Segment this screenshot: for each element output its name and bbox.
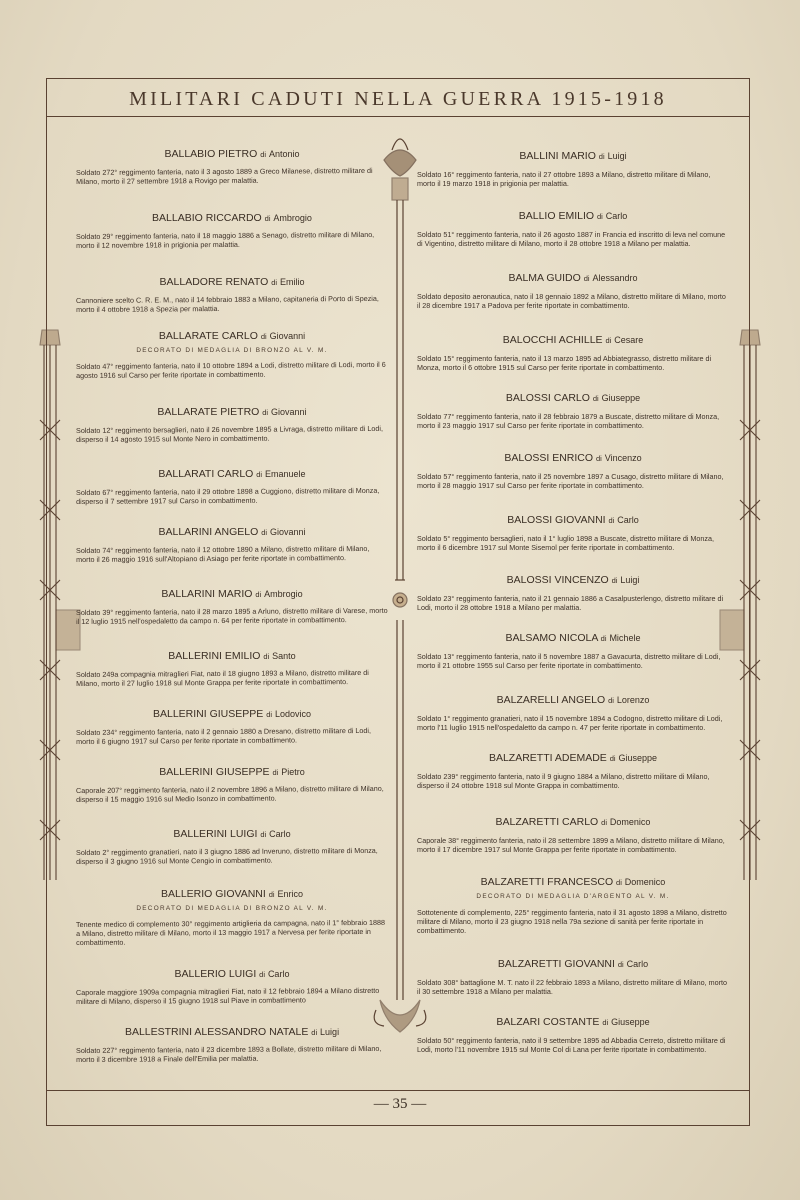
entry-name bbox=[417, 752, 729, 764]
entry-father: Luigi bbox=[320, 1027, 340, 1037]
entry-name bbox=[76, 828, 388, 840]
entry bbox=[417, 574, 729, 612]
entry bbox=[76, 330, 388, 380]
footer-rule bbox=[46, 1090, 750, 1091]
entry-surname: BALLERINI LUIGI bbox=[173, 828, 258, 840]
entry-di: di bbox=[602, 1018, 609, 1027]
entry-surname: BALOSSI GIOVANNI bbox=[507, 514, 606, 526]
entry-di: di bbox=[256, 470, 263, 479]
entry-text: Soldato 67° reggimento fanteria, nato il 29 ottobre 1898 a Cuggiono, distretto militare di Monza, disperso il 7 settembre 1917 sul Carso in combattimento. bbox=[76, 485, 380, 507]
entry-di: di bbox=[260, 150, 267, 159]
left-column bbox=[76, 130, 388, 1080]
entry-di: di bbox=[272, 768, 279, 777]
entry bbox=[417, 752, 729, 790]
entry-name bbox=[76, 212, 388, 224]
entry-name bbox=[76, 330, 388, 342]
entry-text: Soldato 15° reggimento fanteria, nato il 13 marzo 1895 ad Abbiategrasso, distretto militare di Monza, morto il 6 ottobre 1915 sul Carso per ferite riportate in combattimento. bbox=[417, 354, 712, 373]
entry-name bbox=[417, 514, 729, 526]
entry-text: Soldato 272° reggimento fanteria, nato il 3 agosto 1889 a Greco Milanese, distretto militare di Milano, morto il 27 settembre 1918 a Rovigo per malattia. bbox=[76, 165, 373, 187]
entry-di: di bbox=[598, 152, 605, 161]
entry-surname: BALLERIO LUIGI bbox=[174, 968, 257, 980]
entry-father: Carlo bbox=[267, 969, 290, 979]
entry-di: di bbox=[595, 454, 602, 463]
entry-name bbox=[417, 392, 729, 404]
entry-father: Pietro bbox=[281, 767, 305, 777]
entry-name bbox=[417, 272, 729, 284]
entry bbox=[417, 1016, 729, 1054]
entry bbox=[76, 708, 388, 746]
entry bbox=[417, 632, 729, 670]
entry-text: Sottotenente di complemento, 225° reggimento fanteria, nato il 31 agosto 1898 a Milano, distretto militare di Milano, morto il 23 giugno 1918 nella 79a sezione di sanità per ferite riportate in combattimento. bbox=[417, 908, 727, 936]
entry-father: Emilio bbox=[279, 277, 305, 287]
entry-name bbox=[76, 526, 388, 538]
entry-surname: BALLARINI ANGELO bbox=[158, 526, 259, 538]
entry-father: Luigi bbox=[607, 151, 627, 161]
entry-text: Soldato 239° reggimento fanteria, nato il 9 giugno 1884 a Milano, distretto militare di Milano, disperso il 24 ottobre 1918 sul Monte Grappa in combattimento. bbox=[417, 772, 710, 791]
entry-father: Domenico bbox=[609, 817, 651, 827]
page-number: — 35 — bbox=[373, 1096, 427, 1112]
entry-father: Domenico bbox=[624, 877, 666, 887]
entry-di: di bbox=[260, 332, 267, 341]
entry-father: Ambrogio bbox=[264, 589, 303, 599]
entry-text: Soldato 12° reggimento bersaglieri, nato il 26 novembre 1895 a Livraga, distretto militare di Lodi, disperso il 14 agosto 1915 sul Monte Nero in combattimento. bbox=[76, 423, 383, 445]
entry-name bbox=[76, 888, 388, 900]
entry-text: Soldato 13° reggimento fanteria, nato il 5 novembre 1887 a Gavacurta, distretto militare di Lodi, morto il 21 ottobre 1955 sul Carso per ferite riportate in combattimento. bbox=[417, 652, 721, 671]
entry-name bbox=[76, 650, 388, 662]
entry-father: Emanuele bbox=[265, 469, 306, 479]
entry bbox=[76, 468, 388, 506]
entry-surname: BALLARATE PIETRO bbox=[157, 406, 260, 418]
entry-di: di bbox=[261, 528, 268, 537]
entry-surname: BALLARATE CARLO bbox=[158, 330, 258, 342]
entry-di: di bbox=[311, 1028, 318, 1037]
entry-father: Enrico bbox=[277, 889, 304, 899]
entry bbox=[417, 514, 729, 552]
entry-surname: BALLERINI GIUSEPPE bbox=[159, 766, 270, 778]
entry-father: Carlo bbox=[269, 829, 291, 839]
entry-text: Soldato 29° reggimento fanteria, nato il 18 maggio 1886 a Senago, distretto militare di Milano, morto il 12 novembre 1918 in prigionia per malattia. bbox=[76, 229, 375, 251]
entry-di: di bbox=[264, 214, 271, 223]
entry-father: Ambrogio bbox=[273, 213, 312, 223]
entry-text: Caporale maggiore 1909a compagnia mitraglieri Fiat, nato il 12 febbraio 1894 a Milano distretto militare di Milano, disperso il 15 giugno 1918 sul Piave in combattimento bbox=[76, 985, 380, 1007]
entry-text: Soldato 234° reggimento fanteria, nato il 2 gennaio 1880 a Dresano, distretto militare di Lodi, morto il 6 giugno 1917 sul Carso per ferite riportate in combattimento. bbox=[76, 725, 372, 747]
entry-surname: BALLESTRINI ALESSANDRO NATALE bbox=[124, 1026, 309, 1038]
entry-decoration: DECORATO DI MEDAGLIA DI BRONZO AL V. M. bbox=[136, 347, 328, 354]
entry-di: di bbox=[255, 590, 262, 599]
entry-surname: BALLABIO RICCARDO bbox=[152, 212, 262, 224]
entry-father: Vincenzo bbox=[604, 453, 642, 463]
entry-father: Giovanni bbox=[269, 527, 306, 537]
entry-text: Tenente medico di complemento 30° reggimento artiglieria da campagna, nato il 1° febbraio 1888 a Milano, distretto militare di Milano, morto il 13 maggio 1917 a Nervesa per ferite riportate in combattimento. bbox=[76, 917, 386, 948]
entry-name bbox=[417, 1016, 729, 1028]
entry-di: di bbox=[596, 212, 603, 221]
entry-di: di bbox=[266, 710, 273, 719]
entry-text: Soldato 5° reggimento bersaglieri, nato il 1° luglio 1898 a Buscate, distretto militare di Monza, morto il 6 dicembre 1917 sul Monte Sisemol per ferite riportate in combattimento. bbox=[417, 534, 715, 553]
entry-name bbox=[417, 816, 729, 828]
entry-father: Lodovico bbox=[274, 709, 311, 719]
entry-father: Antonio bbox=[268, 149, 300, 159]
entry-name bbox=[417, 452, 729, 464]
entry-di: di bbox=[260, 830, 267, 839]
entry-di: di bbox=[608, 516, 615, 525]
entry-surname: BALZARI COSTANTE bbox=[496, 1016, 600, 1028]
entry-father: Giovanni bbox=[269, 331, 306, 341]
entry-name bbox=[76, 588, 388, 600]
entry bbox=[76, 276, 388, 314]
entry-surname: BALLIO EMILIO bbox=[518, 210, 595, 222]
entry-surname: BALLARINI MARIO bbox=[161, 588, 253, 600]
entry bbox=[76, 406, 388, 444]
entry-text: Soldato 39° reggimento fanteria, nato il 28 marzo 1895 a Arluno, distretto militare di Varese, morto il 12 luglio 1915 nell'ospedaletto da campo n. 64 per ferite riportate in combattimento. bbox=[76, 605, 388, 627]
entry bbox=[417, 876, 729, 936]
entry-di: di bbox=[616, 878, 622, 887]
entry bbox=[76, 588, 388, 626]
entry bbox=[76, 1026, 388, 1064]
entry bbox=[417, 816, 729, 854]
entry-text: Caporale 38° reggimento fanteria, nato il 28 settembre 1899 a Milano, distretto militare di Milano, morto il 17 dicembre 1917 sul Monte Grappa per ferite riportate in combattimento. bbox=[417, 836, 725, 855]
entry-text: Caporale 207° reggimento fanteria, nato il 2 novembre 1896 a Milano, distretto militare di Milano, disperso il 15 maggio 1916 sul Medio Isonzo in combattimento. bbox=[76, 783, 384, 805]
entry-text: Soldato 74° reggimento fanteria, nato il 12 ottobre 1890 a Milano, distretto militare di Milano, morto il 26 maggio 1916 sull'Altopiano di Asiago per ferite riportate in combattimento. bbox=[76, 543, 370, 565]
entry-surname: BALOSSI ENRICO bbox=[504, 452, 594, 464]
entry-di: di bbox=[263, 652, 270, 661]
entry-text: Soldato 50° reggimento fanteria, nato il 9 settembre 1895 ad Abbadia Cerreto, distretto militare di Lodi, morto l'11 novembre 1915 sul Monte Col di Lana per ferite riportate in combattimento. bbox=[417, 1036, 726, 1055]
entry bbox=[417, 210, 729, 248]
entry-name bbox=[76, 406, 388, 418]
entry-text: Soldato 227° reggimento fanteria, nato il 23 dicembre 1893 a Bollate, distretto militare di Milano, morto il 3 dicembre 1918 a Finale dell'Emilia per malattia. bbox=[76, 1043, 382, 1065]
entry bbox=[76, 888, 388, 948]
entry-text: Soldato 77° reggimento fanteria, nato il 28 febbraio 1879 a Buscate, distretto militare di Monza, morto il 23 maggio 1917 sul Carso per ferite riportate in combattimento. bbox=[417, 412, 720, 431]
entry-di: di bbox=[268, 890, 275, 899]
entry-father: Michele bbox=[609, 633, 641, 643]
entry-name bbox=[76, 276, 388, 288]
entry-text: Soldato 47° reggimento fanteria, nato il 10 ottobre 1894 a Lodi, distretto militare di Lodi, morto il 6 agosto 1916 sul Carso per ferite riportate in combattimento. bbox=[76, 359, 386, 381]
entry-father: Santo bbox=[272, 651, 296, 661]
entry-father: Giuseppe bbox=[611, 1017, 650, 1027]
entry bbox=[76, 968, 388, 1006]
entry-surname: BALZARETTI ADEMADE bbox=[488, 752, 607, 764]
entry-name bbox=[417, 958, 729, 970]
entry bbox=[76, 526, 388, 564]
entry-di: di bbox=[271, 278, 278, 287]
entry-di: di bbox=[259, 970, 266, 979]
entry-name bbox=[417, 210, 729, 222]
entry-di: di bbox=[617, 960, 624, 969]
entry-father: Lorenzo bbox=[616, 695, 650, 705]
entry bbox=[76, 212, 388, 250]
entry-name bbox=[417, 694, 729, 706]
entry-father: Giuseppe bbox=[601, 393, 641, 403]
entry-name bbox=[76, 468, 388, 480]
entry-di: di bbox=[601, 818, 607, 827]
entry-surname: BALOSSI CARLO bbox=[505, 392, 590, 404]
entry bbox=[417, 334, 729, 372]
title-rule bbox=[46, 116, 750, 117]
entry-name bbox=[417, 632, 729, 644]
entry bbox=[417, 392, 729, 430]
entry-father: Luigi bbox=[620, 575, 640, 585]
entry-di: di bbox=[605, 336, 612, 345]
entry-di: di bbox=[611, 576, 618, 585]
entry-text: Soldato 249a compagnia mitraglieri Fiat, nato il 18 giugno 1893 a Milano, distretto militare di Milano, morto il 27 luglio 1918 sul Monte Grappa per ferite riportate in combattimento. bbox=[76, 667, 369, 689]
entry-name bbox=[76, 148, 388, 160]
entry-di: di bbox=[262, 408, 269, 417]
entry-father: Giuseppe bbox=[618, 753, 658, 763]
entry bbox=[76, 148, 388, 186]
entry-father: Carlo bbox=[617, 515, 639, 525]
entry-father: Alessandro bbox=[592, 273, 638, 283]
entry bbox=[417, 694, 729, 732]
entry-decoration: DECORATO DI MEDAGLIA DI BRONZO AL V. M. bbox=[136, 905, 328, 912]
entry-text: Soldato 1° reggimento granatieri, nato il 15 novembre 1894 a Codogno, distretto militare di Lodi, morto l'11 luglio 1915 nell'ospedaletto da campo n. 47 per ferite riportate in combattimento. bbox=[417, 714, 723, 733]
entry bbox=[417, 452, 729, 490]
entry-surname: BALOSSI VINCENZO bbox=[506, 574, 609, 586]
entry bbox=[417, 272, 729, 310]
entry-surname: BALLERIO GIOVANNI bbox=[160, 888, 266, 900]
entry bbox=[417, 150, 729, 188]
entry-text: Soldato deposito aeronautica, nato il 18 gennaio 1892 a Milano, distretto militare di Milano, morto il 28 dicembre 1917 a Padova per ferite riportate in combattimento. bbox=[417, 292, 726, 311]
entry-surname: BALZARETTI CARLO bbox=[495, 816, 599, 828]
entry-surname: BALLABIO PIETRO bbox=[164, 148, 258, 160]
entry-surname: BALZARETTI GIOVANNI bbox=[497, 958, 615, 970]
entry bbox=[76, 650, 388, 688]
entry-name bbox=[417, 574, 729, 586]
entry-name bbox=[417, 876, 729, 888]
entry-surname: BALLERINI GIUSEPPE bbox=[152, 708, 264, 720]
entry-di: di bbox=[583, 274, 590, 283]
entry-name bbox=[76, 968, 388, 980]
entry-name bbox=[76, 766, 388, 778]
entry-surname: BALLINI MARIO bbox=[519, 150, 596, 162]
entry-father: Carlo bbox=[626, 959, 649, 969]
entry-surname: BALLARATI CARLO bbox=[158, 468, 254, 480]
entry-di: di bbox=[609, 754, 616, 763]
entry-surname: BALZARELLI ANGELO bbox=[496, 694, 606, 706]
entry-surname: BALZARETTI FRANCESCO bbox=[480, 876, 614, 888]
entry-surname: BALOCCHI ACHILLE bbox=[502, 334, 603, 346]
entry-di: di bbox=[592, 394, 599, 403]
entry bbox=[76, 766, 388, 804]
entry-name bbox=[76, 1026, 388, 1038]
entry-surname: BALSAMO NICOLA bbox=[505, 632, 598, 644]
entry-text: Soldato 57° reggimento fanteria, nato il 25 novembre 1897 a Cusago, distretto militare di Milano, morto il 28 maggio 1917 sul Carso per ferite riportate in combattimento. bbox=[417, 472, 724, 491]
entry-name bbox=[417, 334, 729, 346]
entry-surname: BALLERINI EMILIO bbox=[168, 650, 261, 662]
entry-surname: BALLADORE RENATO bbox=[159, 276, 269, 288]
entry-text: Soldato 51° reggimento fanteria, nato il 26 agosto 1887 in Francia ed inscritto di leva nel comune di Vigentino, distretto militare di Milano, morto il 28 ottobre 1918 a Milano per malattia. bbox=[417, 230, 726, 249]
entry-name bbox=[417, 150, 729, 162]
entry bbox=[417, 958, 729, 996]
entry-text: Cannoniere scelto C. R. E. M., nato il 14 febbraio 1883 a Milano, capitaneria di Porto di Spezia, morto il 4 ottobre 1918 a Spezia per malattia. bbox=[76, 293, 379, 315]
entry-father: Giovanni bbox=[271, 407, 307, 417]
entry-text: Soldato 2° reggimento granatieri, nato il 3 giugno 1886 ad Inveruno, distretto militare di Monza, disperso il 3 giugno 1916 sul Monte Cengio in combattimento. bbox=[76, 845, 378, 867]
page-title: MILITARI CADUTI NELLA GUERRA 1915-1918 bbox=[129, 88, 667, 110]
entry-father: Carlo bbox=[605, 211, 628, 221]
entry-text: Soldato 23° reggimento fanteria, nato il 21 gennaio 1886 a Casalpusterlengo, distretto militare di Lodi, morto il 28 ottobre 1918 a Milano per malattia. bbox=[417, 594, 724, 613]
entry-di: di bbox=[600, 634, 607, 643]
entry-father: Cesare bbox=[614, 335, 644, 345]
entry-text: Soldato 308° battaglione M. T. nato il 22 febbraio 1893 a Milano, distretto militare di Milano, morto il 30 settembre 1918 a Milano per malattia. bbox=[417, 978, 727, 997]
entry-di: di bbox=[608, 696, 614, 705]
right-column bbox=[417, 130, 729, 1080]
entry bbox=[76, 828, 388, 866]
entry-surname: BALMA GUIDO bbox=[508, 272, 581, 284]
entry-decoration: DECORATO DI MEDAGLIA D'ARGENTO AL V. M. bbox=[476, 893, 670, 900]
entry-name bbox=[76, 708, 388, 720]
entry-text: Soldato 16° reggimento fanteria, nato il 27 ottobre 1893 a Milano, distretto militare di Milano, morto il 19 marzo 1918 in prigionia per malattia. bbox=[417, 170, 711, 189]
